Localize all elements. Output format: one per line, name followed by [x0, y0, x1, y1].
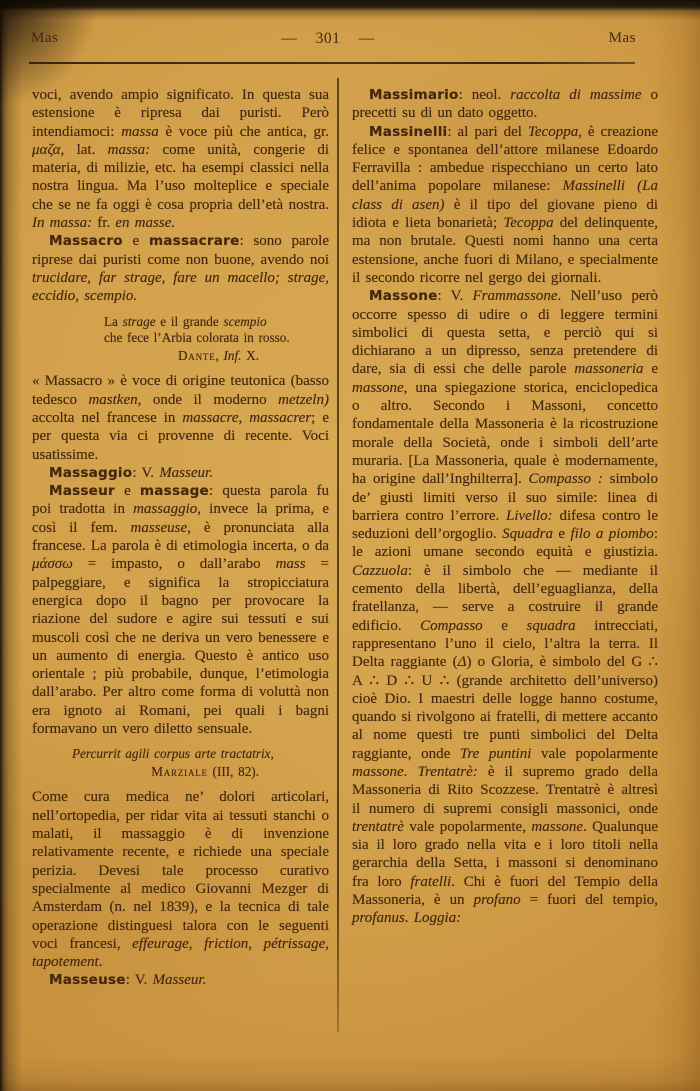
entry-masseuse: Masseuse: V. Masseur.: [49, 972, 207, 989]
page-header: [0, 30, 700, 52]
left-catchword: Mas: [31, 30, 59, 46]
entry-massimario: Massimario: neol. raccolta di massime o precetti su di un dato oggetto.: [352, 87, 659, 122]
quote-dante-line-1: La strage e il grande scempio: [104, 313, 267, 329]
para-massaggio-medicina: Come cura medica ne’ dolori articolari, nell’ortopedia, per ridar vita ai tessuti stanchi o malati, il massaggio è di invenzione relativamente recente, e richiede una speciale perizia. Devesi tale processo curativo specialmente al medico Giovanni Mezger di Amsterdam (n. nel 1839), e la tecnica di tale operazione distinguesi talora con le seguenti voci francesi, effeurage, friction, pétrissage, tapotement.: [32, 789, 329, 971]
quote-marziale-line: Percurrit agili corpus arte tractatrix,: [72, 746, 274, 762]
right-catchword: Mas: [608, 30, 636, 46]
header-rule: [29, 62, 635, 64]
entry-massone: Massone: V. Frammassone. Nell’uso però occorre spesso di udire o di leggere termini simbolici di questa setta, e perciò qui si dichiarano a un dipresso, senza pretendere di dare, sia di essi che delle parole massoneria e massone, una spiegazione storica, enciclopedica o altro. Secondo i Massoni, concetto fondamentale della Massoneria è la ricostruzione morale della Società, onde i simboli dell’arte muraria. [La Massoneria, quale è modernamente, ha origine dall’Inghilterra]. Compasso : simbolo de’ giusti limiti verso il suo simile: linea di barriera contro l’errore. Livello: difesa contro le seduzioni dell’orgoglio. Squadra e filo a piombo: le azioni umane secondo equità e giustizia. Cazzuola: è il simbolo che — mediante il cemento della libertà, dell’eguaglianza, della fratellanza, — serve a costruire il grande edificio. Compasso e squadra intrecciati, rappresentano l’uno il cielo, l’altra la terra. Il Delta raggiante (Δ) o Gloria, è simbolo del G ∴ A ∴ D ∴ U ∴ (grande architetto dell’universo) cioè Dio. I maestri delle logge hanno costume, quando si rivolgono ai fratelli, di mettere accanto al nome questi tre punti simbolici del Delta raggiante, onde Tre puntini vale popolarmente massone. Trentatrè: è il supremo grado della Massoneria di Rito Scozzese. Trentatrè è altresì il numero di supremi consigli massonici, onde trentatrè vale popolarmente, massone. Qualunque sia il loro grado nella vita e i loro titoli nella gerarchia della Setta, i massoni si denominano fra loro fratelli. Chi è fuori del Tempio della Massoneria, è un profano = fuori del tempio, profanus. Loggia:: [352, 288, 659, 927]
quote-dante-line-2: che fece l’Arbia colorata in rosso.: [104, 330, 290, 346]
page-number: — 301 —: [281, 30, 375, 47]
left-column: [32, 86, 329, 990]
right-column: [352, 86, 658, 928]
entry-massinelli: Massinelli: al pari del Tecoppa, è creazione felice e spontanea dell’attore milanese Edoardo Ferravilla : ambedue rispecchiano un certo lato dell’anima popolare milanese: Massinelli (La class di asen) è il tipo del giovane pieno di idiota e lieta bonarietà; Tecoppa del delinquente, ma non brutale. Questi nomi hanno una certa estensione, anche fuori di Milano, e specialmente il secondo ricorre nel gergo dei giornali.: [352, 123, 658, 286]
para-massacro-etymology: « Massacro » è voce di origine teutonica (basso tedesco mastken, onde il moderno metzeln) accolta nel francese in massacre, massacrer; e per questa via ci provenne di recente. Voci usatissime.: [32, 373, 329, 463]
entry-massacro: Massacro e massacrare: sono parole riprese dai puristi come non buone, avendo noi trucidare, far strage, fare un macello; strage, eccidio, scempio.: [32, 233, 329, 305]
column-divider: [337, 78, 339, 1032]
entry-massaggio: Massaggio: V. Masseur.: [49, 464, 213, 481]
entry-masseur: Masseur e massage: questa parola fu poi tradotta in massaggio, invece la prima, e così il fem. masseuse, è pronunciata alla francese. La parola è di etimologia incerta, o da μάσσω = impasto, o dall’arabo mass = palpeggiare, e significa la stropicciatura energica dopo il bagno per provocare la riazione del sudore e agire sui tessuti e sui muscoli così che ne deriva un vero benessere e un aumento di energia. Questo è antico uso orientale ; più probabile, dunque, l’etimologia dall’arabo. Per altro come forma di voluttà non era ignoto ai Romani, pei quali i bagni formavano un vero diletto sensuale.: [32, 483, 329, 737]
quote-marziale-attribution: Marziale (III, 82).: [151, 763, 259, 779]
para-massa-continuation: voci, avendo ampio significato. In questa sua estensione è ripresa dai puristi. Però intendiamoci: massa è voce più che antica, gr. μαζα, lat. massa: come unità, congerie di materia, di milizie, etc. ha esempi classici nella nostra lingua. Ma l’uso molteplice e speciale che se ne fa oggi è cosa propria dell’età nostra. In massa: fr. en masse.: [32, 87, 329, 232]
quote-dante-attribution: Dante, Inf. X.: [177, 347, 259, 363]
